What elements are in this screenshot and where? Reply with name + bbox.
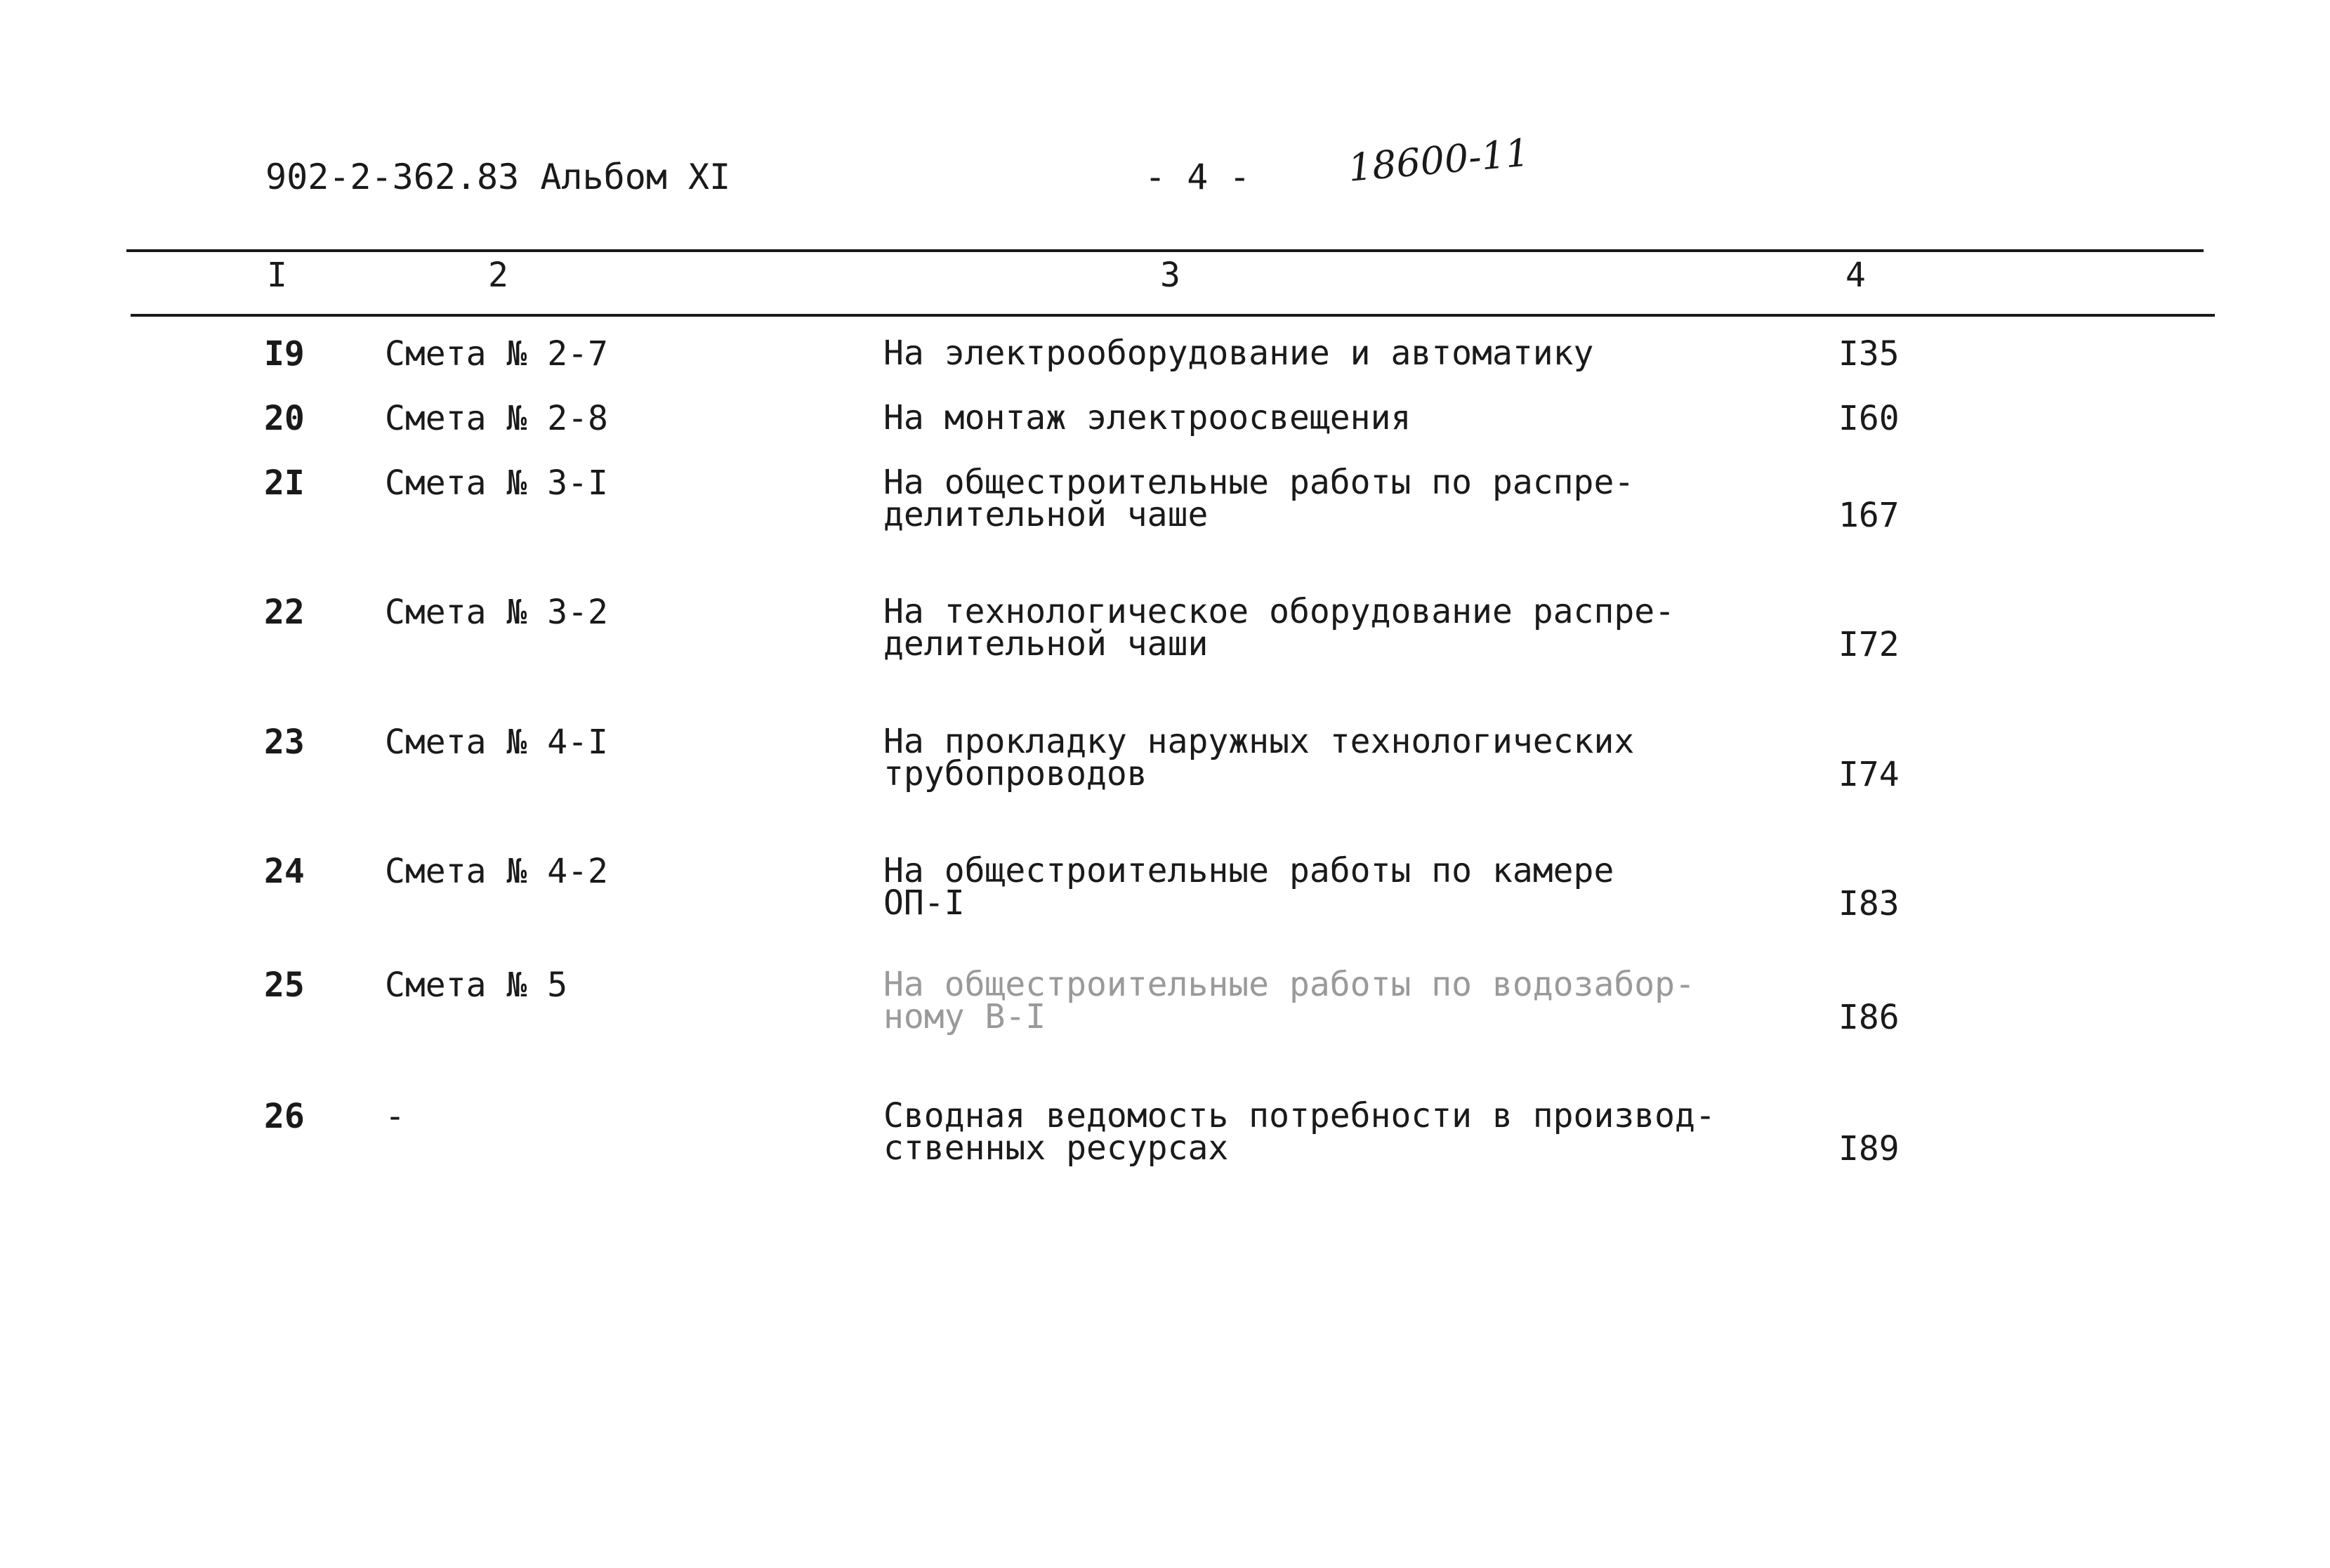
row-page: I35 <box>1838 334 1900 374</box>
document-code: 902-2-362.83 Альбом XI <box>265 157 731 197</box>
column-header-3: 3 <box>1160 256 1180 295</box>
row-page: I83 <box>1838 884 1900 923</box>
row-number: I9 <box>264 334 305 374</box>
table-row <box>0 722 2330 838</box>
row-estimate: Смета № 2-7 <box>385 334 608 374</box>
row-number: 22 <box>264 593 305 632</box>
row-page: I60 <box>1838 399 1900 438</box>
handwritten-number: 18600-11 <box>1346 130 1532 190</box>
row-estimate: - <box>385 1097 405 1136</box>
table-row <box>0 592 2330 708</box>
table-row <box>0 851 2330 967</box>
row-description: На прокладку наружных технологических трубопроводов <box>883 722 1635 793</box>
row-estimate: Смета № 4-I <box>385 723 608 762</box>
row-description: На общестроительные работы по камере ОП-I <box>883 851 1614 923</box>
table-row <box>0 965 2330 1081</box>
row-estimate: Смета № 3-I <box>385 463 608 503</box>
table-row <box>0 1096 2330 1212</box>
row-number: 2I <box>264 463 305 503</box>
row-number: 26 <box>264 1097 305 1136</box>
column-header-4: 4 <box>1845 256 1866 295</box>
row-description: Сводная ведомость потребности в производ- ственных ресурсах <box>883 1096 1716 1168</box>
row-page: I72 <box>1838 625 1900 664</box>
row-page: 167 <box>1838 496 1900 535</box>
row-number: 23 <box>264 723 305 762</box>
row-description: На общестроительные работы по распре- делительной чаше <box>883 463 1635 534</box>
row-description: На общестроительные работы по водозабор- ному В-I <box>883 965 1695 1036</box>
row-description: На электрооборудование и автоматику <box>883 334 1594 373</box>
row-description: На монтаж электроосвещения <box>883 398 1411 437</box>
page-number: - 4 - <box>1145 157 1251 197</box>
row-estimate: Смета № 3-2 <box>385 593 608 632</box>
row-page: I86 <box>1838 998 1900 1037</box>
row-number: 20 <box>264 399 305 438</box>
row-number: 24 <box>264 852 305 891</box>
row-number: 25 <box>264 966 305 1005</box>
row-estimate: Смета № 5 <box>385 966 568 1005</box>
column-header-2: 2 <box>488 256 508 295</box>
row-estimate: Смета № 4-2 <box>385 852 608 891</box>
column-header-1: I <box>267 256 287 295</box>
row-estimate: Смета № 2-8 <box>385 399 608 438</box>
row-description: На технологическое оборудование распре- делительной чаши <box>883 592 1676 664</box>
row-page: I74 <box>1838 755 1900 794</box>
row-page: I89 <box>1838 1129 1900 1168</box>
table-row <box>0 463 2330 579</box>
